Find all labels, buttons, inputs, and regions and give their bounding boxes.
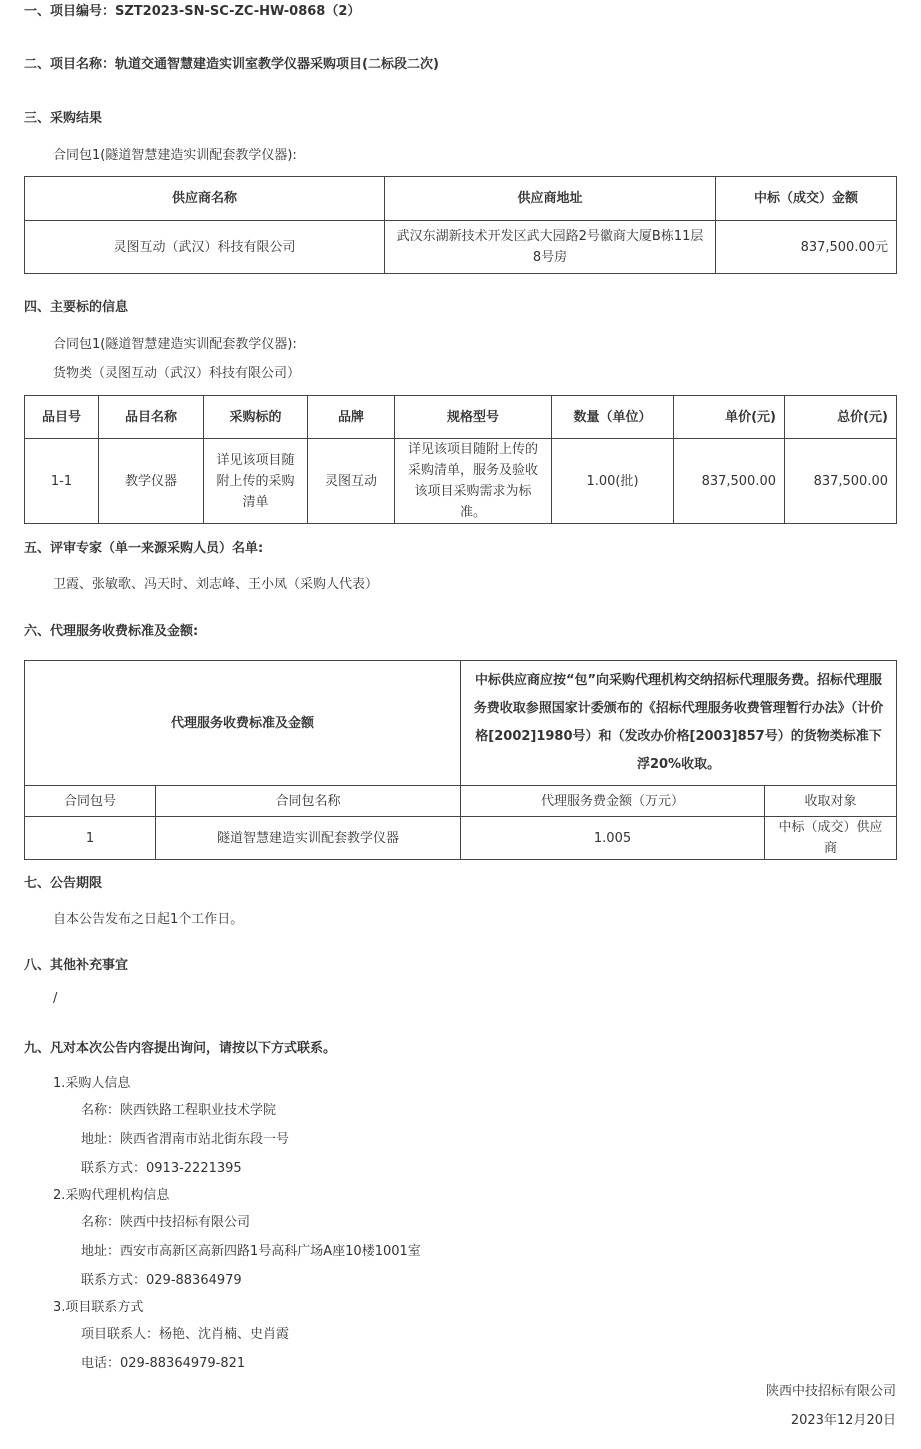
- table-row: [25, 439, 897, 524]
- header-unit-price: 单价(元): [674, 396, 785, 439]
- header-award-amount: 中标（成交）金额: [716, 177, 897, 221]
- agent-address: 地址：西安市高新区高新四路1号高科广场A座10楼1001室: [81, 1244, 421, 1259]
- header-item-no: 品目号: [25, 396, 99, 439]
- agent-name: 名称：陕西中技招标有限公司: [81, 1215, 251, 1230]
- header-supplier-address: 供应商地址: [385, 177, 716, 221]
- results-table: [24, 176, 897, 274]
- buyer-name: 名称：陕西铁路工程职业技术学院: [81, 1103, 277, 1118]
- results-package-label: 合同包1(隧道智慧建造实训配套教学仪器):: [53, 148, 297, 163]
- header-spec: 规格型号: [395, 396, 552, 439]
- item-spec: 详见该项目随附上传的采购清单，服务及验收该项目采购需求为标准。: [395, 439, 552, 524]
- item-no: 1-1: [25, 439, 99, 524]
- package-no: 1: [25, 817, 156, 860]
- section-title-other: 八、其他补充事宜: [24, 958, 129, 973]
- fee-amount: 1.005: [461, 817, 765, 860]
- award-amount: 837,500.00元: [716, 221, 897, 274]
- results-table-header: [25, 177, 897, 221]
- subject-table-header: [25, 396, 897, 439]
- section-title-results: 三、采购结果: [24, 111, 103, 126]
- supplier-name: 灵图互动（武汉）科技有限公司: [25, 221, 385, 274]
- header-total-price: 总价(元): [785, 396, 897, 439]
- header-item-name: 品目名称: [99, 396, 204, 439]
- project-phone: 电话：029-88364979-821: [81, 1356, 246, 1371]
- other-text: /: [53, 991, 58, 1006]
- item-quantity: 1.00(批): [552, 439, 674, 524]
- section-title-fees: 六、代理服务收费标准及金额:: [24, 624, 199, 639]
- subject-category: 货物类（灵图互动（武汉）科技有限公司）: [53, 366, 301, 381]
- buyer-address: 地址：陕西省渭南市站北街东段一号: [81, 1132, 290, 1147]
- header-supplier-name: 供应商名称: [25, 177, 385, 221]
- fees-standard-label: 代理服务收费标准及金额: [25, 661, 461, 786]
- buyer-phone: 联系方式：0913-2221395: [81, 1161, 242, 1176]
- header-package-no: 合同包号: [25, 786, 156, 817]
- footer-date: 2023年12月20日: [790, 1413, 896, 1428]
- agent-phone: 联系方式：029-88364979: [81, 1273, 242, 1288]
- package-name: 隧道智慧建造实训配套教学仪器: [156, 817, 461, 860]
- item-total-price: 837,500.00: [785, 439, 897, 524]
- table-row: [25, 817, 897, 860]
- table-row: [25, 221, 897, 274]
- header-fee-amount: 代理服务费金额（万元）: [461, 786, 765, 817]
- expert-names: 卫霞、张敏歌、冯天时、刘志峰、王小凤（采购人代表）: [53, 577, 379, 592]
- item-brand: 灵图互动: [308, 439, 395, 524]
- header-package-name: 合同包名称: [156, 786, 461, 817]
- header-subject: 采购标的: [204, 396, 308, 439]
- section-title-period: 七、公告期限: [24, 876, 103, 891]
- buyer-info-title: 1.采购人信息: [53, 1076, 131, 1091]
- fees-standard-row: [25, 661, 897, 786]
- project-number: 一、项目编号：SZT2023-SN-SC-ZC-HW-0868（2）: [24, 4, 361, 19]
- fees-table-header: [25, 786, 897, 817]
- project-contacts: 项目联系人：杨艳、沈肖楠、史肖霞: [81, 1327, 290, 1342]
- section-title-contact: 九、凡对本次公告内容提出询问，请按以下方式联系。: [24, 1041, 337, 1056]
- section-title-subject: 四、主要标的信息: [24, 300, 129, 315]
- footer-org: 陕西中技招标有限公司: [765, 1384, 896, 1399]
- item-subject: 详见该项目随附上传的采购清单: [204, 439, 308, 524]
- section-title-experts: 五、评审专家（单一来源采购人员）名单:: [24, 541, 264, 556]
- project-name: 二、项目名称：轨道交通智慧建造实训室教学仪器采购项目(二标段二次): [24, 57, 439, 72]
- item-name: 教学仪器: [99, 439, 204, 524]
- subject-package-label: 合同包1(隧道智慧建造实训配套教学仪器):: [53, 337, 297, 352]
- header-payer: 收取对象: [765, 786, 897, 817]
- item-unit-price: 837,500.00: [674, 439, 785, 524]
- payer: 中标（成交）供应商: [765, 817, 897, 860]
- fees-standard-desc: 中标供应商应按“包”向采购代理机构交纳招标代理服务费。招标代理服务费收取参照国家计委颁布的《招标代理服务收费管理暂行办法》（计价格[2002]1980号）和（发改办价格[2003]857号）的货物类标准下浮20%收取。: [461, 661, 897, 786]
- fees-table: [24, 660, 897, 860]
- header-quantity: 数量（单位）: [552, 396, 674, 439]
- subject-table: [24, 395, 897, 524]
- supplier-address: 武汉东湖新技术开发区武大园路2号徽商大厦B栋11层8号房: [385, 221, 716, 274]
- header-brand: 品牌: [308, 396, 395, 439]
- project-contact-title: 3.项目联系方式: [53, 1300, 144, 1315]
- agent-info-title: 2.采购代理机构信息: [53, 1188, 170, 1203]
- period-text: 自本公告发布之日起1个工作日。: [53, 912, 244, 927]
